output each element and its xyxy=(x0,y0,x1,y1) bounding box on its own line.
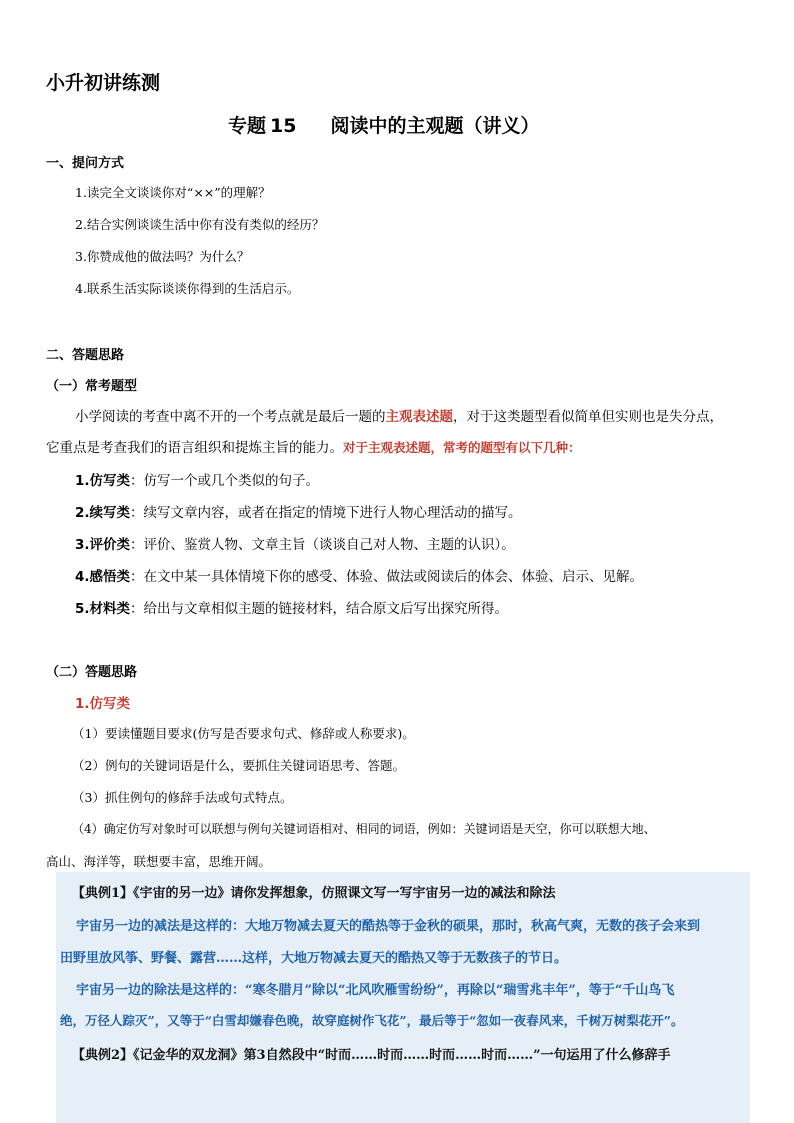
title-number: 15 xyxy=(270,115,297,137)
example1-line: 田野里放风筝、野餐、露营……这样，大地万物减去夏天的酷热又等于无数孩子的节日。 xyxy=(60,951,568,966)
type-item: 1.仿写类：仿写一个或几个类似的句子。 xyxy=(75,473,320,489)
intro-paragraph-line2: 它重点是考查我们的语言组织和提炼主旨的能力。对于主观表述题，常考的题型有以下几种： xyxy=(46,440,581,456)
example1-line: 绝，万径人踪灭”，又等于“白雪却嫌春色晚，故穿庭树作飞花”，最后等于“忽如一夜春风来，千树万树梨花开”。 xyxy=(60,1013,684,1028)
step-item: （2）例句的关键词语是什么，要抓住关键词语思考、答题。 xyxy=(72,758,405,773)
brand-title: 小升初讲练测 xyxy=(46,72,161,94)
example1-line: 宇宙另一边的除法是这样的：“寒冬腊月”除以“北风吹雁雪纷纷”，再除以“瑞雪兆丰年”，等于“千山鸟飞 xyxy=(76,983,675,998)
step-item: （3）抓住例句的修辞手法或句式特点。 xyxy=(72,790,293,805)
imitation-type-heading: 1.仿写类 xyxy=(75,696,131,712)
step-item-continuation: 高山、海洋等，联想要丰富，思维开阔。 xyxy=(46,854,272,869)
type-item: 5.材料类：给出与文章相似主题的链接材料，结合原文后写出探究所得。 xyxy=(75,601,509,617)
subsection-heading-types: （一）常考题型 xyxy=(46,379,138,394)
highlight-subjective: 主观表述题 xyxy=(385,409,453,425)
section-heading-approach: 二、答题思路 xyxy=(46,348,125,363)
highlight-types-intro: 对于主观表述题，常考的题型有以下几种： xyxy=(343,440,581,455)
question-item: 2.结合实例谈谈生活中你有没有类似的经历？ xyxy=(75,217,325,232)
example2-heading: 【典例2】《记金华的双龙洞》第3自然段中“时而……时而……时而……时而……”一句运用了什么修辞手 xyxy=(72,1048,671,1063)
type-item: 2.续写类：续写文章内容，或者在指定的情境下进行人物心理活动的描写。 xyxy=(75,505,522,521)
step-item: （1）要读懂题目要求(仿写是否要求句式、修辞或人称要求)。 xyxy=(72,726,415,741)
step-item: （4）确定仿写对象时可以联想与例句关键词语相对、相同的词语，例如：关键词语是天空，你可以联想大地、 xyxy=(72,822,656,836)
intro-paragraph-line1: 小学阅读的考查中离不开的一个考点就是最后一题的主观表述题，对于这类题型看似简单但实则也是失分点， xyxy=(75,409,723,425)
title-text: 阅读中的主观题（讲义） xyxy=(330,115,540,137)
page-title xyxy=(228,111,539,138)
question-item: 1.读完全文谈谈你对“××”的理解？ xyxy=(75,185,271,200)
type-item: 4.感悟类：在文中某一具体情境下你的感受、体验、做法或阅读后的体会、体验、启示、见解。 xyxy=(75,569,644,585)
title-topic: 专题 xyxy=(228,115,267,137)
question-item: 3.你赞成他的做法吗？为什么？ xyxy=(75,249,250,264)
type-item: 3.评价类：评价、鉴赏人物、文章主旨（谈谈自己对人物、主题的认识）。 xyxy=(75,537,515,553)
section-heading-questions: 一、提问方式 xyxy=(46,156,125,171)
question-item: 4.联系生活实际谈谈你得到的生活启示。 xyxy=(75,281,300,296)
example1-line: 宇宙另一边的减法是这样的：大地万物减去夏天的酷热等于金秋的硕果，那时，秋高气爽，无数的孩子会来到 xyxy=(76,919,701,934)
example1-heading: 【典例1】《宇宙的另一边》请你发挥想象，仿照课文写一写宇宙另一边的减法和除法 xyxy=(72,886,556,901)
subsection-heading-approach: （二）答题思路 xyxy=(46,665,138,680)
